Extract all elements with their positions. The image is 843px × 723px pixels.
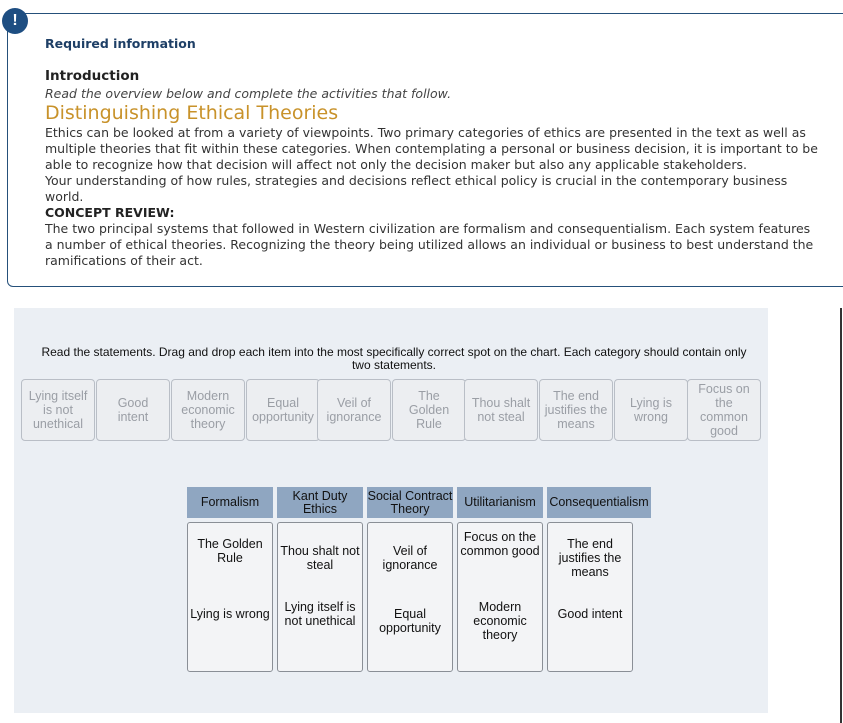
activity-instructions: Read the statements. Drag and drop each item into the most specifically correct spot on the chart. Each category should contain only two statements. (41, 345, 747, 372)
category-chart (187, 487, 657, 677)
intro-subtitle: Read the overview below and complete the activities that follow. (45, 86, 452, 101)
pool-chip[interactable]: Lying is wrong (614, 379, 688, 441)
dropped-item[interactable]: Equal opportunity (379, 607, 441, 635)
pool-chip[interactable]: Modern economic theory (171, 379, 245, 441)
pool-chip[interactable]: Thou shalt not steal (464, 379, 538, 441)
info-content (45, 36, 820, 269)
intro-title: Introduction (45, 68, 140, 84)
paragraph-concept: The two principal systems that followed in Western civilization are formalism and consequentialism. Each system features a number of ethical theories. Recognizing the theory being utilized allows an individual or business to best understand the ramifications of their act. (45, 221, 814, 268)
pool-chip[interactable]: Equal opportunity (246, 379, 320, 441)
page-divider (840, 308, 842, 723)
pool-chip[interactable]: Good intent (96, 379, 170, 441)
paragraph-understanding: Your understanding of how rules, strategies and decisions reflect ethical policy is crucial in the contemporary business world. (45, 173, 788, 204)
drop-zone-consequentialism[interactable] (547, 522, 633, 672)
drop-zone-social-contract-theory[interactable] (367, 522, 453, 672)
dropped-item[interactable]: Veil of ignorance (382, 544, 438, 572)
dropped-item[interactable]: Focus on the common good (460, 530, 540, 558)
column-header-consequentialism: Consequentialism (547, 487, 651, 518)
dropped-item[interactable]: The Golden Rule (197, 537, 263, 565)
dropped-item[interactable]: Modern economic theory (473, 600, 527, 642)
column-header-formalism: Formalism (187, 487, 273, 518)
paragraph-ethics: Ethics can be looked at from a variety of viewpoints. Two primary categories of ethics are presented in the text as well as multiple theories that fit within these categories. When contemplating a personal or business decision, it is important to be able to recognize how that decision will affect not only the decision maker but also any applicable stakeholders. (45, 125, 818, 172)
section-heading: Distinguishing Ethical Theories (45, 102, 339, 124)
dropped-item[interactable]: Lying itself is not unethical (284, 600, 356, 628)
dropped-item[interactable]: Good intent (557, 607, 623, 621)
dropped-item[interactable]: Lying is wrong (190, 607, 270, 621)
dropped-item[interactable]: Thou shalt not steal (280, 544, 360, 572)
pool-chip[interactable]: The end justifies the means (539, 379, 613, 441)
column-header-social-contract-theory: Social Contract Theory (367, 487, 453, 518)
required-info-panel (7, 13, 843, 287)
drag-drop-activity (14, 308, 768, 713)
pool-chip[interactable]: Lying itself is not unethical (21, 379, 95, 441)
drop-zone-utilitarianism[interactable] (457, 522, 543, 672)
concept-review-title: CONCEPT REVIEW: (45, 205, 175, 220)
dropped-item[interactable]: The end justifies the means (558, 537, 622, 579)
pool-chip[interactable]: The Golden Rule (392, 379, 466, 441)
drop-zone-formalism[interactable] (187, 522, 273, 672)
drop-zone-kant-duty-ethics[interactable] (277, 522, 363, 672)
pool-chip[interactable]: Veil of ignorance (317, 379, 391, 441)
pool-chip[interactable]: Focus on the common good (687, 379, 761, 441)
statement-pool (21, 379, 761, 443)
required-info-label: Required information (45, 36, 196, 51)
column-header-kant-duty-ethics: Kant Duty Ethics (277, 487, 363, 518)
column-header-utilitarianism: Utilitarianism (457, 487, 543, 518)
alert-icon: ! (2, 8, 28, 34)
